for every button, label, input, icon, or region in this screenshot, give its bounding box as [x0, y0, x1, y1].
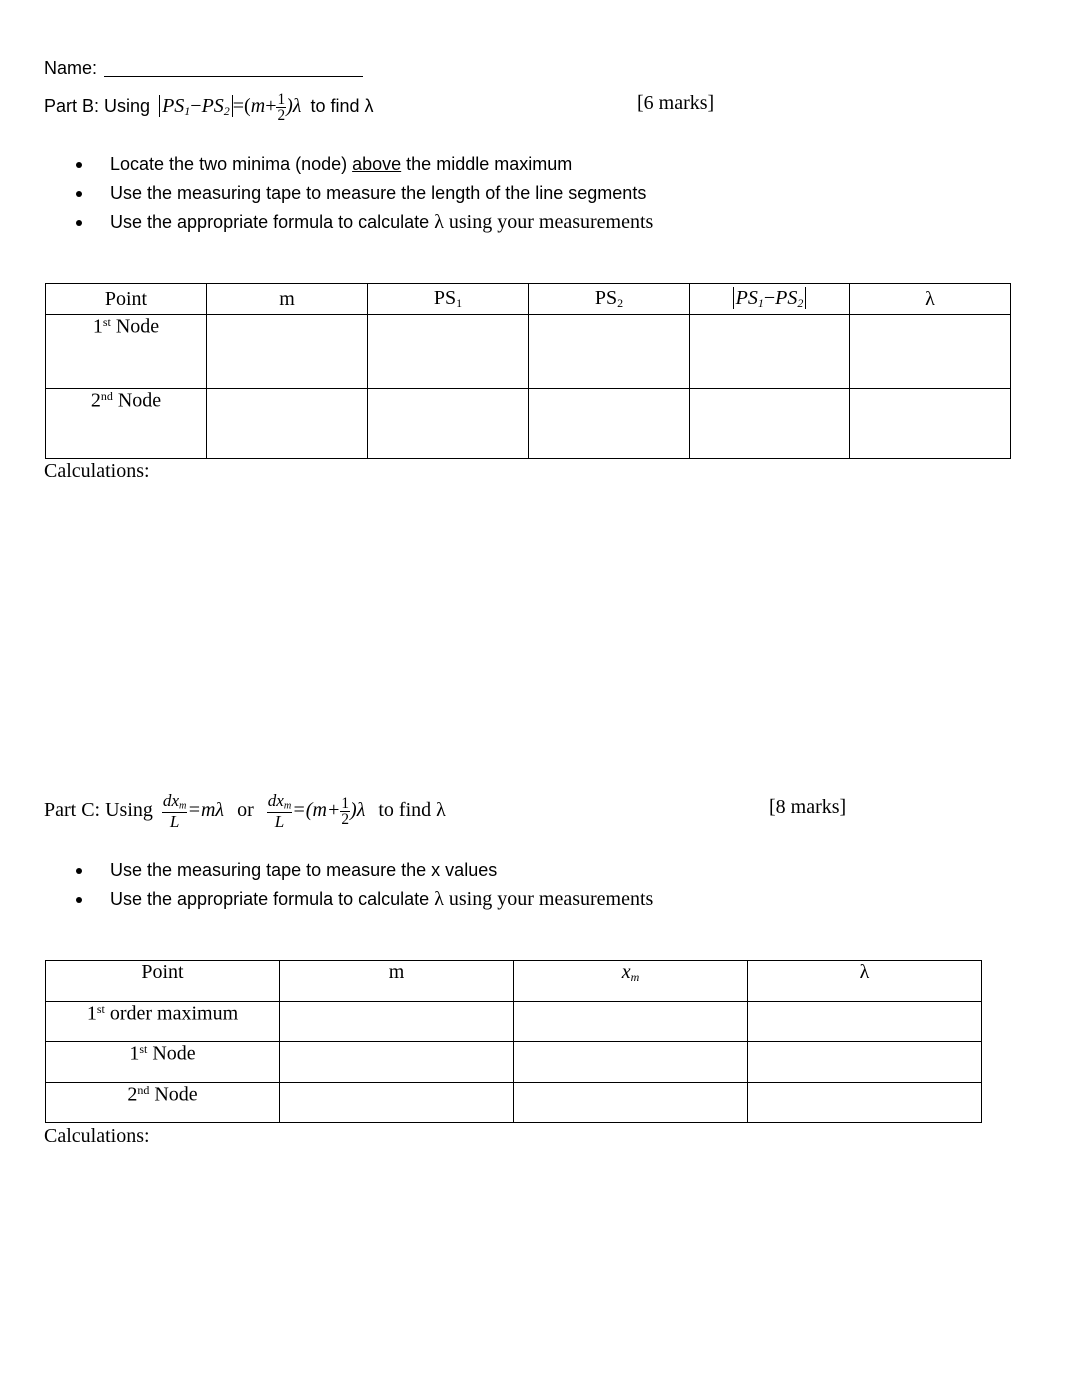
cell-input[interactable]: [514, 1083, 748, 1123]
list-item: Use the appropriate formula to calculate λ using your measurements: [44, 208, 653, 237]
table-row: [46, 1042, 982, 1083]
part-c-table: [45, 960, 982, 1123]
part-b-heading: Part B: Using $PS_1-PS_2 =(m+$ $\frac{1}{2}$ )λ to find λ: [44, 90, 374, 124]
part-c-heading: Part C: Using $\frac{dx_m}{L}$ =mλ or $\frac{dx_m}{L}$ =(m+ $\frac{1}{2}$ )λ to find λ: [44, 791, 446, 832]
row-label: 2nd Node: [46, 389, 207, 459]
part-b-formula: $PS_1-PS_2 =(m+$ $\frac{1}{2}$ )λ: [159, 95, 306, 117]
part-b-calculations-area[interactable]: [44, 490, 1004, 760]
cell-input[interactable]: [748, 1083, 982, 1123]
table-row: [46, 1083, 982, 1123]
cell-input[interactable]: [514, 1002, 748, 1042]
cell-input[interactable]: [514, 1042, 748, 1083]
list-item: Use the appropriate formula to calculate λ using your measurements: [44, 885, 653, 914]
name-input-line[interactable]: [104, 76, 363, 77]
cell-input[interactable]: [280, 1083, 514, 1123]
part-b-marks: [6 marks]: [637, 92, 715, 114]
list-item: Use the measuring tape to measure the x values: [44, 856, 653, 885]
bullet-icon: [76, 897, 82, 903]
bullet-icon: [76, 220, 82, 226]
cell-input[interactable]: [368, 315, 529, 389]
part-b-instructions: [44, 150, 653, 237]
header-m: m: [280, 961, 514, 1002]
part-c-marks: [8 marks]: [769, 796, 847, 818]
part-c-formula-1: $\frac{dx_m}{L}$ =mλ: [162, 791, 225, 832]
part-c-formula-2: $\frac{dx_m}{L}$ =(m+ $\frac{1}{2}$ )λ: [267, 791, 366, 832]
list-item: Locate the two minima (node) above the middle maximum: [44, 150, 653, 179]
table-row: [46, 389, 1011, 459]
bullet-icon: [76, 191, 82, 197]
cell-input[interactable]: [280, 1002, 514, 1042]
cell-input[interactable]: [529, 389, 690, 459]
row-label: 1st Node: [46, 315, 207, 389]
cell-input[interactable]: [529, 315, 690, 389]
header-ps2: $PS_2$: [529, 284, 690, 315]
cell-input[interactable]: [748, 1042, 982, 1083]
table-row: [46, 1002, 982, 1042]
part-c-calculations-label: Calculations:: [44, 1125, 150, 1147]
cell-input[interactable]: [690, 389, 850, 459]
cell-input[interactable]: [207, 389, 368, 459]
part-c-instructions: [44, 856, 653, 914]
header-point: Point: [46, 284, 207, 315]
part-c-calculations-area[interactable]: [44, 1155, 1004, 1375]
table-header-row: [46, 961, 982, 1002]
cell-input[interactable]: [748, 1002, 982, 1042]
bullet-icon: [76, 162, 82, 168]
cell-input[interactable]: [207, 315, 368, 389]
cell-input[interactable]: [280, 1042, 514, 1083]
row-label: 2nd Node: [46, 1083, 280, 1123]
name-label: Name:: [44, 58, 98, 78]
header-lambda: λ: [748, 961, 982, 1002]
header-path-difference: $PS_1-PS_2$: [690, 284, 850, 315]
header-x: $x_m$: [514, 961, 748, 1002]
row-label: 1st Node: [46, 1042, 280, 1083]
cell-input[interactable]: [690, 315, 850, 389]
row-label: 1st order maximum: [46, 1002, 280, 1042]
table-row: [46, 315, 1011, 389]
header-m: m: [207, 284, 368, 315]
part-b-table: [45, 283, 1011, 459]
cell-input[interactable]: [850, 389, 1011, 459]
bullet-icon: [76, 868, 82, 874]
header-ps1: $PS_1$: [368, 284, 529, 315]
header-lambda: λ: [850, 284, 1011, 315]
table-header-row: [46, 284, 1011, 315]
header-point: Point: [46, 961, 280, 1002]
part-b-calculations-label: Calculations:: [44, 460, 150, 482]
cell-input[interactable]: [368, 389, 529, 459]
list-item: Use the measuring tape to measure the length of the line segments: [44, 179, 653, 208]
cell-input[interactable]: [850, 315, 1011, 389]
